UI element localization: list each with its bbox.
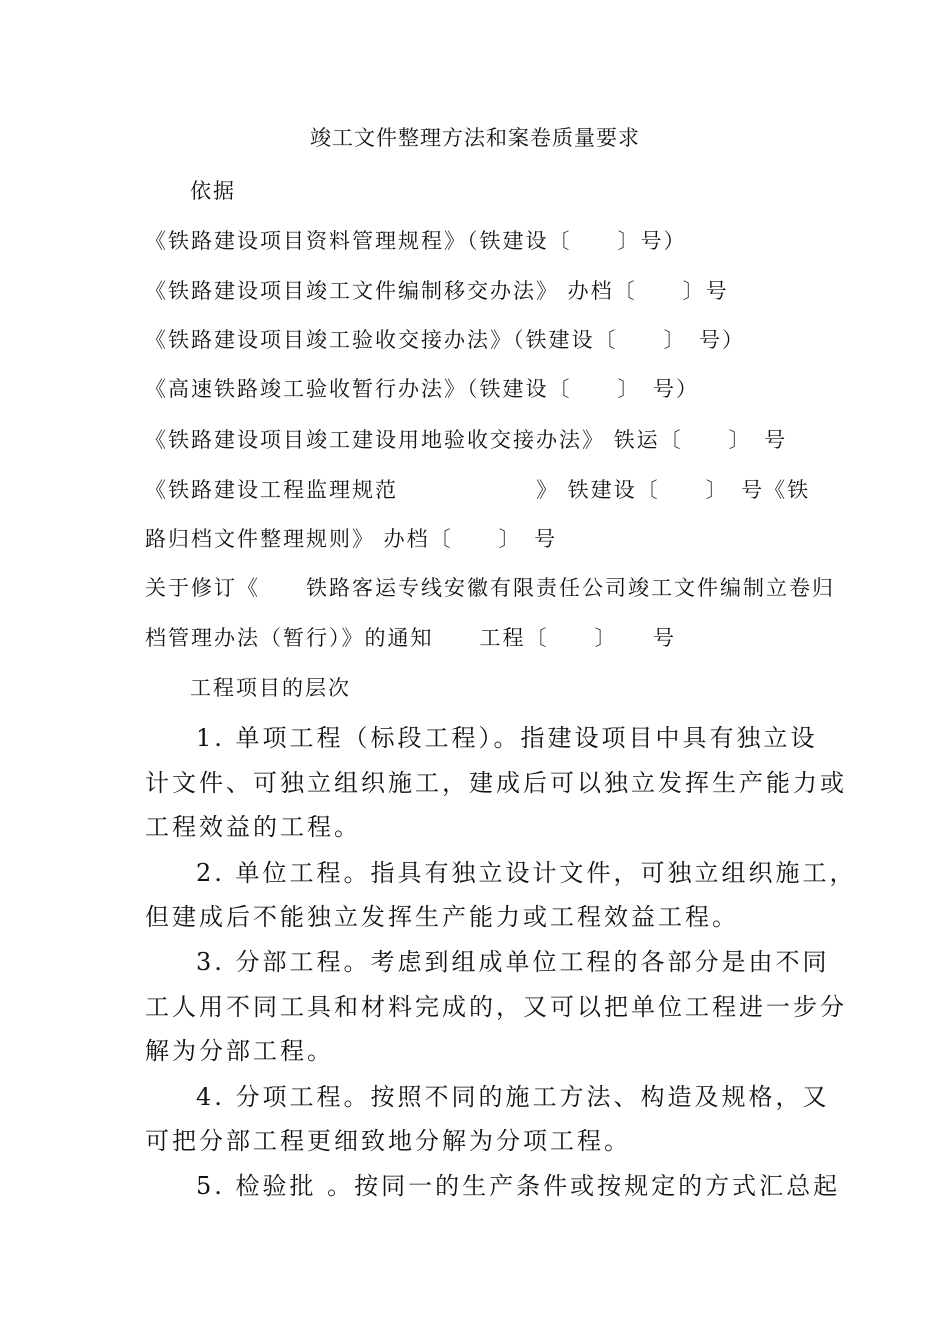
reference-line: 关于修订《 铁路客运专线安徽有限责任公司竣工文件编制立卷归 xyxy=(145,576,835,600)
paragraph-line: 4. 分项工程。按照不同的施工方法、构造及规格，又 xyxy=(196,1083,830,1111)
reference-line: 《高速铁路竣工验收暂行办法》（铁建设〔 〕 号） xyxy=(145,377,699,401)
paragraph-line: 5. 检验批 。按同一的生产条件或按规定的方式汇总起 xyxy=(196,1172,841,1200)
reference-line: 档管理办法（暂行）》的通知 工程〔 〕 号 xyxy=(145,626,676,650)
paragraph-line: 解为分部工程。 xyxy=(145,1037,334,1065)
paragraph-line: 计文件、可独立组织施工，建成后可以独立发挥生产能力或 xyxy=(145,769,847,797)
paragraph-line: 但建成后不能独立发挥生产能力或工程效益工程。 xyxy=(145,903,739,931)
paragraph-line: 3. 分部工程。考虑到组成单位工程的各部分是由不同 xyxy=(196,948,830,976)
reference-line: 《铁路建设项目竣工验收交接办法》（铁建设〔 〕 号） xyxy=(145,328,745,352)
paragraph-line: 1. 单项工程（标段工程）。指建设项目中具有独立设 xyxy=(196,724,818,752)
reference-line: 《铁路建设项目竣工文件编制移交办法》 办档〔 〕号 xyxy=(145,279,729,303)
levels-heading: 工程项目的层次 xyxy=(190,676,351,700)
reference-line: 《铁路建设工程监理规范 》 铁建设〔 〕 号《铁 xyxy=(145,478,811,502)
reference-line: 《铁路建设项目竣工建设用地验收交接办法》 铁运〔 〕 号 xyxy=(145,428,788,452)
reference-line: 《铁路建设项目资料管理规程》（铁建设〔 〕号） xyxy=(145,229,687,253)
reference-line: 路归档文件整理规则》 办档〔 〕 号 xyxy=(145,527,558,551)
document-title: 竣工文件整理方法和案卷质量要求 xyxy=(310,126,640,150)
paragraph-line: 工人用不同工具和材料完成的，又可以把单位工程进一步分 xyxy=(145,993,847,1021)
basis-heading: 依据 xyxy=(190,179,236,203)
paragraph-line: 可把分部工程更细致地分解为分项工程。 xyxy=(145,1127,631,1155)
paragraph-line: 2. 单位工程。指具有独立设计文件，可独立组织施工， xyxy=(196,859,857,887)
paragraph-line: 工程效益的工程。 xyxy=(145,813,361,841)
